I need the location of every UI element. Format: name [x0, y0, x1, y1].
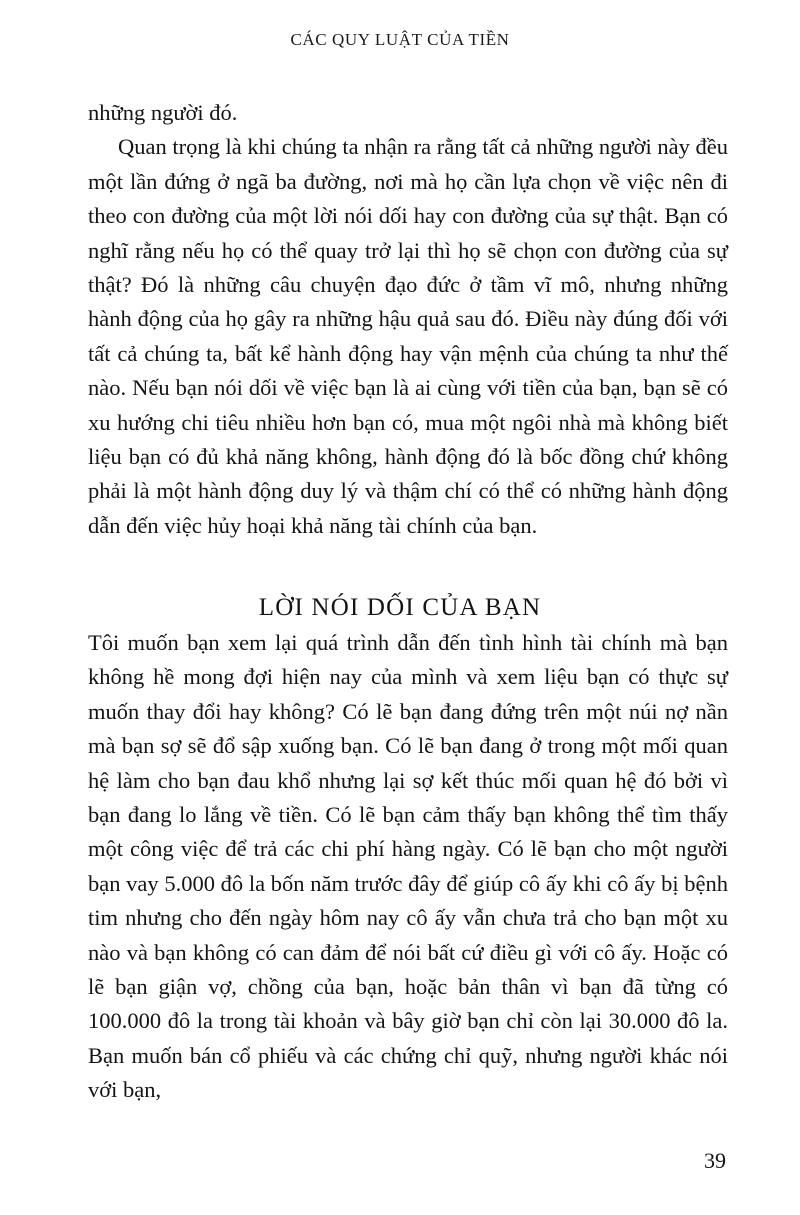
- body-text-after-heading: [88, 626, 728, 1108]
- paragraph-continuation: những người đó.: [88, 100, 238, 125]
- paragraph: Quan trọng là khi chúng ta nhận ra rằng tất cả những người này đều một lần đứng ở ngã ba đường, nơi mà họ cần lựa chọn về việc nên đi theo con đường của một lời nói dối hay con đường của sự thật. Bạn có nghĩ rằng nếu họ có thể quay trở lại thì họ sẽ chọn con đường của sự thật? Đó là những câu chuyện đạo đức ở tầm vĩ mô, nhưng những hành động của họ gây ra những hậu quả sau đó. Điều này đúng đối với tất cả chúng ta, bất kể hành động hay vận mệnh của chúng ta như thế nào. Nếu bạn nói dối về việc bạn là ai cùng với tiền của bạn, bạn sẽ có xu hướng chi tiêu nhiều hơn bạn có, mua một ngôi nhà mà không biết liệu bạn có đủ khả năng không, hành động đó là bốc đồng chứ không phải là một hành động duy lý và thậm chí có thể có những hành động dẫn đến việc hủy hoại khả năng tài chính của bạn.: [88, 134, 728, 538]
- paragraph: Tôi muốn bạn xem lại quá trình dẫn đến tình hình tài chính mà bạn không hề mong đợi hiện nay của mình và xem liệu bạn có thực sự muốn thay đổi hay không? Có lẽ bạn đang đứng trên một núi nợ nần mà bạn sợ sẽ đổ sập xuống bạn. Có lẽ bạn đang ở trong một mối quan hệ làm cho bạn đau khổ nhưng lại sợ kết thúc mối quan hệ đó bởi vì bạn đang lo lắng về tiền. Có lẽ bạn cảm thấy bạn không thể tìm thấy một công việc để trả các chi phí hàng ngày. Có lẽ bạn cho một người bạn vay 5.000 đô la bốn năm trước đây để giúp cô ấy khi cô ấy bị bệnh tim nhưng cho đến ngày hôm nay cô ấy vẫn chưa trả cho bạn một xu nào và bạn không có can đảm để nói bất cứ điều gì với cô ấy. Hoặc có lẽ bạn giận vợ, chồng của bạn, hoặc bản thân vì bạn đã từng có 100.000 đô la trong tài khoản và bây giờ bạn chỉ còn lại 30.000 đô la. Bạn muốn bán cổ phiếu và các chứng chỉ quỹ, nhưng người khác nói với bạn,: [88, 630, 728, 1103]
- section-heading: LỜI NÓI DỐI CỦA BẠN: [258, 594, 542, 621]
- body-text-before-heading: [88, 96, 728, 543]
- page-number: 39: [704, 1148, 726, 1173]
- running-header: CÁC QUY LUẬT CỦA TIỀN: [290, 30, 510, 49]
